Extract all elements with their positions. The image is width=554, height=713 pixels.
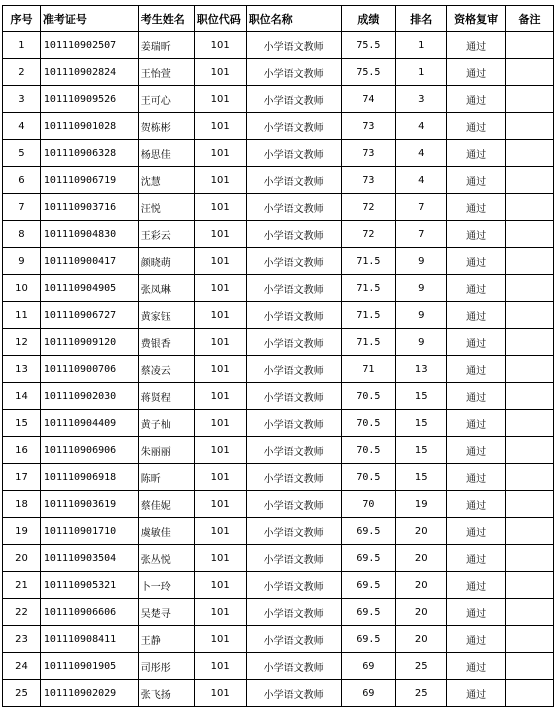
col-header-name: 考生姓名 xyxy=(138,6,194,32)
cell-score: 75.5 xyxy=(341,59,396,86)
cell-rank: 20 xyxy=(396,599,447,626)
cell-name: 沈慧 xyxy=(138,167,194,194)
cell-review: 通过 xyxy=(447,680,506,707)
cell-review: 通过 xyxy=(447,329,506,356)
cell-position-code: 101 xyxy=(194,302,246,329)
cell-exam-no: 101110903504 xyxy=(40,545,138,572)
table-row xyxy=(3,275,554,302)
cell-name: 王彩云 xyxy=(138,221,194,248)
cell-position-code: 101 xyxy=(194,518,246,545)
cell-seq: 21 xyxy=(3,572,41,599)
table-row xyxy=(3,518,554,545)
cell-name: 陈昕 xyxy=(138,464,194,491)
table-row xyxy=(3,356,554,383)
cell-position-name: 小学语文教师 xyxy=(246,410,341,437)
cell-position-name: 小学语文教师 xyxy=(246,275,341,302)
cell-exam-no: 101110909526 xyxy=(40,86,138,113)
cell-name: 张飞扬 xyxy=(138,680,194,707)
col-header-seq: 序号 xyxy=(3,6,41,32)
cell-position-code: 101 xyxy=(194,437,246,464)
cell-remark xyxy=(506,599,554,626)
cell-review: 通过 xyxy=(447,572,506,599)
cell-position-name: 小学语文教师 xyxy=(246,221,341,248)
cell-seq: 2 xyxy=(3,59,41,86)
cell-remark xyxy=(506,302,554,329)
cell-review: 通过 xyxy=(447,194,506,221)
cell-name: 王静 xyxy=(138,626,194,653)
cell-rank: 9 xyxy=(396,329,447,356)
cell-remark xyxy=(506,194,554,221)
cell-review: 通过 xyxy=(447,356,506,383)
cell-position-name: 小学语文教师 xyxy=(246,680,341,707)
cell-position-name: 小学语文教师 xyxy=(246,464,341,491)
table-row xyxy=(3,302,554,329)
table-row xyxy=(3,329,554,356)
cell-exam-no: 101110906719 xyxy=(40,167,138,194)
cell-position-name: 小学语文教师 xyxy=(246,572,341,599)
cell-score: 70.5 xyxy=(341,437,396,464)
cell-exam-no: 101110903716 xyxy=(40,194,138,221)
cell-score: 71 xyxy=(341,356,396,383)
cell-review: 通过 xyxy=(447,86,506,113)
cell-seq: 10 xyxy=(3,275,41,302)
cell-position-code: 101 xyxy=(194,491,246,518)
cell-score: 72 xyxy=(341,221,396,248)
cell-seq: 14 xyxy=(3,383,41,410)
cell-exam-no: 101110901710 xyxy=(40,518,138,545)
cell-score: 70.5 xyxy=(341,464,396,491)
cell-position-code: 101 xyxy=(194,329,246,356)
results-table xyxy=(2,5,554,707)
cell-rank: 15 xyxy=(396,437,447,464)
table-row xyxy=(3,248,554,275)
cell-exam-no: 101110905321 xyxy=(40,572,138,599)
cell-rank: 13 xyxy=(396,356,447,383)
cell-review: 通过 xyxy=(447,491,506,518)
cell-score: 71.5 xyxy=(341,329,396,356)
cell-position-name: 小学语文教师 xyxy=(246,653,341,680)
col-header-remark: 备注 xyxy=(506,6,554,32)
cell-name: 姜瑞昕 xyxy=(138,32,194,59)
table-row xyxy=(3,410,554,437)
cell-position-name: 小学语文教师 xyxy=(246,194,341,221)
cell-exam-no: 101110904905 xyxy=(40,275,138,302)
cell-review: 通过 xyxy=(447,626,506,653)
cell-name: 杨思佳 xyxy=(138,140,194,167)
cell-position-code: 101 xyxy=(194,86,246,113)
cell-rank: 4 xyxy=(396,113,447,140)
cell-name: 张丛悦 xyxy=(138,545,194,572)
cell-rank: 1 xyxy=(396,59,447,86)
cell-remark xyxy=(506,572,554,599)
cell-review: 通过 xyxy=(447,437,506,464)
cell-score: 69 xyxy=(341,680,396,707)
cell-seq: 3 xyxy=(3,86,41,113)
cell-exam-no: 101110902029 xyxy=(40,680,138,707)
cell-rank: 25 xyxy=(396,653,447,680)
cell-exam-no: 101110906727 xyxy=(40,302,138,329)
cell-remark xyxy=(506,680,554,707)
cell-seq: 17 xyxy=(3,464,41,491)
cell-position-name: 小学语文教师 xyxy=(246,626,341,653)
table-row xyxy=(3,464,554,491)
cell-rank: 1 xyxy=(396,32,447,59)
cell-rank: 20 xyxy=(396,545,447,572)
cell-position-name: 小学语文教师 xyxy=(246,167,341,194)
cell-exam-no: 101110908411 xyxy=(40,626,138,653)
cell-score: 73 xyxy=(341,140,396,167)
cell-position-code: 101 xyxy=(194,221,246,248)
table-row xyxy=(3,86,554,113)
cell-exam-no: 101110902030 xyxy=(40,383,138,410)
cell-position-name: 小学语文教师 xyxy=(246,491,341,518)
cell-name: 黄子杣 xyxy=(138,410,194,437)
cell-rank: 9 xyxy=(396,275,447,302)
cell-seq: 11 xyxy=(3,302,41,329)
cell-rank: 4 xyxy=(396,140,447,167)
cell-rank: 9 xyxy=(396,248,447,275)
cell-position-name: 小学语文教师 xyxy=(246,32,341,59)
cell-review: 通过 xyxy=(447,464,506,491)
cell-remark xyxy=(506,221,554,248)
cell-seq: 9 xyxy=(3,248,41,275)
cell-score: 73 xyxy=(341,113,396,140)
cell-seq: 5 xyxy=(3,140,41,167)
cell-rank: 4 xyxy=(396,167,447,194)
cell-remark xyxy=(506,59,554,86)
table-row xyxy=(3,113,554,140)
cell-exam-no: 101110902507 xyxy=(40,32,138,59)
col-header-rank: 排名 xyxy=(396,6,447,32)
cell-rank: 3 xyxy=(396,86,447,113)
cell-review: 通过 xyxy=(447,113,506,140)
cell-position-code: 101 xyxy=(194,140,246,167)
cell-name: 黄家钰 xyxy=(138,302,194,329)
table-row xyxy=(3,383,554,410)
col-header-position-name: 职位名称 xyxy=(246,6,341,32)
cell-name: 王怡萱 xyxy=(138,59,194,86)
col-header-review: 资格复审 xyxy=(447,6,506,32)
cell-score: 69.5 xyxy=(341,572,396,599)
cell-position-name: 小学语文教师 xyxy=(246,545,341,572)
cell-rank: 20 xyxy=(396,626,447,653)
cell-exam-no: 101110901905 xyxy=(40,653,138,680)
cell-remark xyxy=(506,518,554,545)
cell-rank: 9 xyxy=(396,302,447,329)
cell-seq: 20 xyxy=(3,545,41,572)
cell-remark xyxy=(506,86,554,113)
cell-position-code: 101 xyxy=(194,113,246,140)
cell-rank: 7 xyxy=(396,194,447,221)
table-body xyxy=(3,32,554,707)
cell-review: 通过 xyxy=(447,140,506,167)
cell-review: 通过 xyxy=(447,32,506,59)
cell-exam-no: 101110906606 xyxy=(40,599,138,626)
cell-position-code: 101 xyxy=(194,167,246,194)
cell-seq: 13 xyxy=(3,356,41,383)
cell-rank: 7 xyxy=(396,221,447,248)
cell-position-name: 小学语文教师 xyxy=(246,59,341,86)
table-row xyxy=(3,221,554,248)
cell-position-name: 小学语文教师 xyxy=(246,140,341,167)
cell-name: 卜一玲 xyxy=(138,572,194,599)
cell-exam-no: 101110906918 xyxy=(40,464,138,491)
cell-position-code: 101 xyxy=(194,410,246,437)
cell-seq: 15 xyxy=(3,410,41,437)
cell-exam-no: 101110901028 xyxy=(40,113,138,140)
cell-position-code: 101 xyxy=(194,464,246,491)
cell-position-name: 小学语文教师 xyxy=(246,356,341,383)
cell-name: 贺栋彬 xyxy=(138,113,194,140)
cell-position-code: 101 xyxy=(194,248,246,275)
cell-remark xyxy=(506,464,554,491)
cell-score: 69 xyxy=(341,653,396,680)
cell-remark xyxy=(506,248,554,275)
cell-remark xyxy=(506,167,554,194)
table-row xyxy=(3,653,554,680)
cell-exam-no: 101110903619 xyxy=(40,491,138,518)
cell-seq: 4 xyxy=(3,113,41,140)
cell-position-code: 101 xyxy=(194,599,246,626)
table-row xyxy=(3,545,554,572)
cell-review: 通过 xyxy=(447,167,506,194)
cell-score: 70.5 xyxy=(341,410,396,437)
cell-score: 70.5 xyxy=(341,383,396,410)
cell-seq: 24 xyxy=(3,653,41,680)
cell-score: 69.5 xyxy=(341,518,396,545)
cell-name: 蔡凌云 xyxy=(138,356,194,383)
cell-position-name: 小学语文教师 xyxy=(246,86,341,113)
cell-position-code: 101 xyxy=(194,653,246,680)
cell-seq: 12 xyxy=(3,329,41,356)
cell-position-code: 101 xyxy=(194,356,246,383)
cell-review: 通过 xyxy=(447,302,506,329)
cell-review: 通过 xyxy=(447,410,506,437)
cell-name: 吴楚寻 xyxy=(138,599,194,626)
cell-score: 69.5 xyxy=(341,626,396,653)
cell-position-code: 101 xyxy=(194,680,246,707)
cell-score: 71.5 xyxy=(341,302,396,329)
cell-rank: 19 xyxy=(396,491,447,518)
cell-remark xyxy=(506,626,554,653)
cell-position-code: 101 xyxy=(194,194,246,221)
cell-remark xyxy=(506,653,554,680)
cell-position-code: 101 xyxy=(194,626,246,653)
cell-rank: 15 xyxy=(396,383,447,410)
cell-review: 通过 xyxy=(447,248,506,275)
cell-name: 蔡佳妮 xyxy=(138,491,194,518)
cell-position-name: 小学语文教师 xyxy=(246,383,341,410)
cell-seq: 8 xyxy=(3,221,41,248)
cell-position-name: 小学语文教师 xyxy=(246,437,341,464)
cell-position-name: 小学语文教师 xyxy=(246,302,341,329)
cell-exam-no: 101110904409 xyxy=(40,410,138,437)
table-row xyxy=(3,626,554,653)
cell-remark xyxy=(506,32,554,59)
cell-exam-no: 101110904830 xyxy=(40,221,138,248)
cell-review: 通过 xyxy=(447,59,506,86)
cell-remark xyxy=(506,113,554,140)
col-header-exam-no: 准考证号 xyxy=(40,6,138,32)
cell-position-name: 小学语文教师 xyxy=(246,518,341,545)
cell-review: 通过 xyxy=(447,545,506,572)
cell-remark xyxy=(506,437,554,464)
cell-name: 司彤彤 xyxy=(138,653,194,680)
cell-position-code: 101 xyxy=(194,275,246,302)
cell-seq: 16 xyxy=(3,437,41,464)
cell-score: 73 xyxy=(341,167,396,194)
cell-remark xyxy=(506,356,554,383)
cell-exam-no: 101110906328 xyxy=(40,140,138,167)
cell-seq: 1 xyxy=(3,32,41,59)
table-row xyxy=(3,599,554,626)
table-row xyxy=(3,437,554,464)
cell-rank: 20 xyxy=(396,572,447,599)
cell-position-name: 小学语文教师 xyxy=(246,113,341,140)
cell-rank: 15 xyxy=(396,464,447,491)
cell-remark xyxy=(506,329,554,356)
cell-position-code: 101 xyxy=(194,32,246,59)
cell-exam-no: 101110900417 xyxy=(40,248,138,275)
cell-position-code: 101 xyxy=(194,59,246,86)
cell-exam-no: 101110900706 xyxy=(40,356,138,383)
cell-name: 张凤琳 xyxy=(138,275,194,302)
col-header-score: 成绩 xyxy=(341,6,396,32)
cell-seq: 18 xyxy=(3,491,41,518)
cell-seq: 23 xyxy=(3,626,41,653)
cell-review: 通过 xyxy=(447,221,506,248)
cell-score: 72 xyxy=(341,194,396,221)
cell-position-code: 101 xyxy=(194,572,246,599)
cell-position-name: 小学语文教师 xyxy=(246,248,341,275)
cell-exam-no: 101110902824 xyxy=(40,59,138,86)
table-row xyxy=(3,194,554,221)
table-row xyxy=(3,32,554,59)
table-row xyxy=(3,167,554,194)
cell-rank: 25 xyxy=(396,680,447,707)
cell-seq: 19 xyxy=(3,518,41,545)
cell-score: 70 xyxy=(341,491,396,518)
header-row xyxy=(3,6,554,32)
cell-exam-no: 101110909120 xyxy=(40,329,138,356)
cell-review: 通过 xyxy=(447,653,506,680)
cell-remark xyxy=(506,275,554,302)
cell-review: 通过 xyxy=(447,599,506,626)
cell-seq: 22 xyxy=(3,599,41,626)
cell-name: 费银香 xyxy=(138,329,194,356)
cell-remark xyxy=(506,383,554,410)
table-row xyxy=(3,572,554,599)
cell-seq: 25 xyxy=(3,680,41,707)
cell-remark xyxy=(506,545,554,572)
cell-score: 69.5 xyxy=(341,599,396,626)
cell-score: 71.5 xyxy=(341,275,396,302)
cell-exam-no: 101110906906 xyxy=(40,437,138,464)
table-row xyxy=(3,59,554,86)
cell-rank: 20 xyxy=(396,518,447,545)
cell-name: 颜晓萌 xyxy=(138,248,194,275)
cell-name: 王可心 xyxy=(138,86,194,113)
cell-name: 汪悦 xyxy=(138,194,194,221)
results-sheet xyxy=(2,5,554,707)
cell-score: 75.5 xyxy=(341,32,396,59)
cell-review: 通过 xyxy=(447,518,506,545)
table-row xyxy=(3,680,554,707)
cell-rank: 15 xyxy=(396,410,447,437)
cell-review: 通过 xyxy=(447,383,506,410)
cell-remark xyxy=(506,410,554,437)
cell-seq: 7 xyxy=(3,194,41,221)
cell-remark xyxy=(506,491,554,518)
cell-remark xyxy=(506,140,554,167)
cell-position-name: 小学语文教师 xyxy=(246,329,341,356)
table-row xyxy=(3,491,554,518)
cell-score: 74 xyxy=(341,86,396,113)
cell-seq: 6 xyxy=(3,167,41,194)
cell-position-code: 101 xyxy=(194,383,246,410)
cell-name: 朱丽丽 xyxy=(138,437,194,464)
table-row xyxy=(3,140,554,167)
cell-score: 71.5 xyxy=(341,248,396,275)
cell-review: 通过 xyxy=(447,275,506,302)
cell-name: 虞敏佳 xyxy=(138,518,194,545)
cell-position-name: 小学语文教师 xyxy=(246,599,341,626)
cell-position-code: 101 xyxy=(194,545,246,572)
cell-score: 69.5 xyxy=(341,545,396,572)
cell-name: 蒋贤程 xyxy=(138,383,194,410)
col-header-position-code: 职位代码 xyxy=(194,6,246,32)
